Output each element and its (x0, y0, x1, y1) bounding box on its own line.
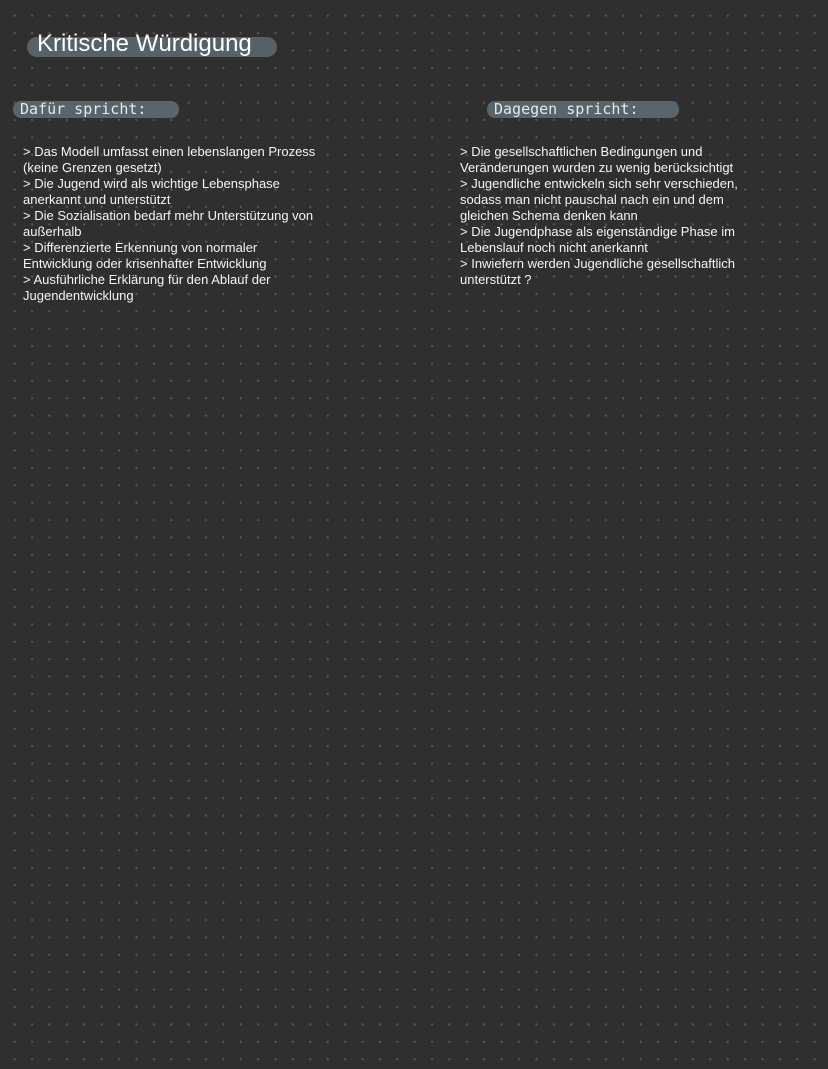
pro-item: > Differenzierte Erkennung von normaler Entwicklung oder krisenhafter Entwicklung (23, 240, 267, 271)
contra-heading-block (487, 99, 639, 119)
pro-item: > Das Modell umfasst einen lebenslangen Prozess (keine Grenzen gesetzt) (23, 144, 316, 175)
pro-item: > Die Jugend wird als wichtige Lebensphase anerkannt und unterstützt (23, 176, 280, 207)
page-title-block (27, 30, 252, 57)
contra-heading: Dagegen spricht: (494, 100, 639, 118)
contra-item: > Inwiefern werden Jugendliche gesellschaftlich unterstützt ? (460, 256, 735, 287)
contra-item: > Jugendliche entwickeln sich sehr verschieden, sodass man nicht pauschal nach ein und dem gleichen Schema denken kann (460, 176, 738, 223)
pro-heading: Dafür spricht: (20, 100, 147, 118)
contra-item: > Die gesellschaftlichen Bedingungen und Veränderungen wurden zu wenig berücksichtigt (460, 144, 734, 175)
pro-list (23, 144, 323, 304)
contra-list (460, 144, 770, 288)
pro-item: > Ausführliche Erklärung für den Ablauf der Jugendentwicklung (23, 272, 271, 303)
pro-item: > Die Sozialisation bedarf mehr Unterstützung von außerhalb (23, 208, 314, 239)
contra-item: > Die Jugendphase als eigenständige Phase im Lebenslauf noch nicht anerkannt (460, 224, 735, 255)
page-title: Kritische Würdigung (37, 30, 252, 57)
pro-heading-block (13, 99, 146, 119)
